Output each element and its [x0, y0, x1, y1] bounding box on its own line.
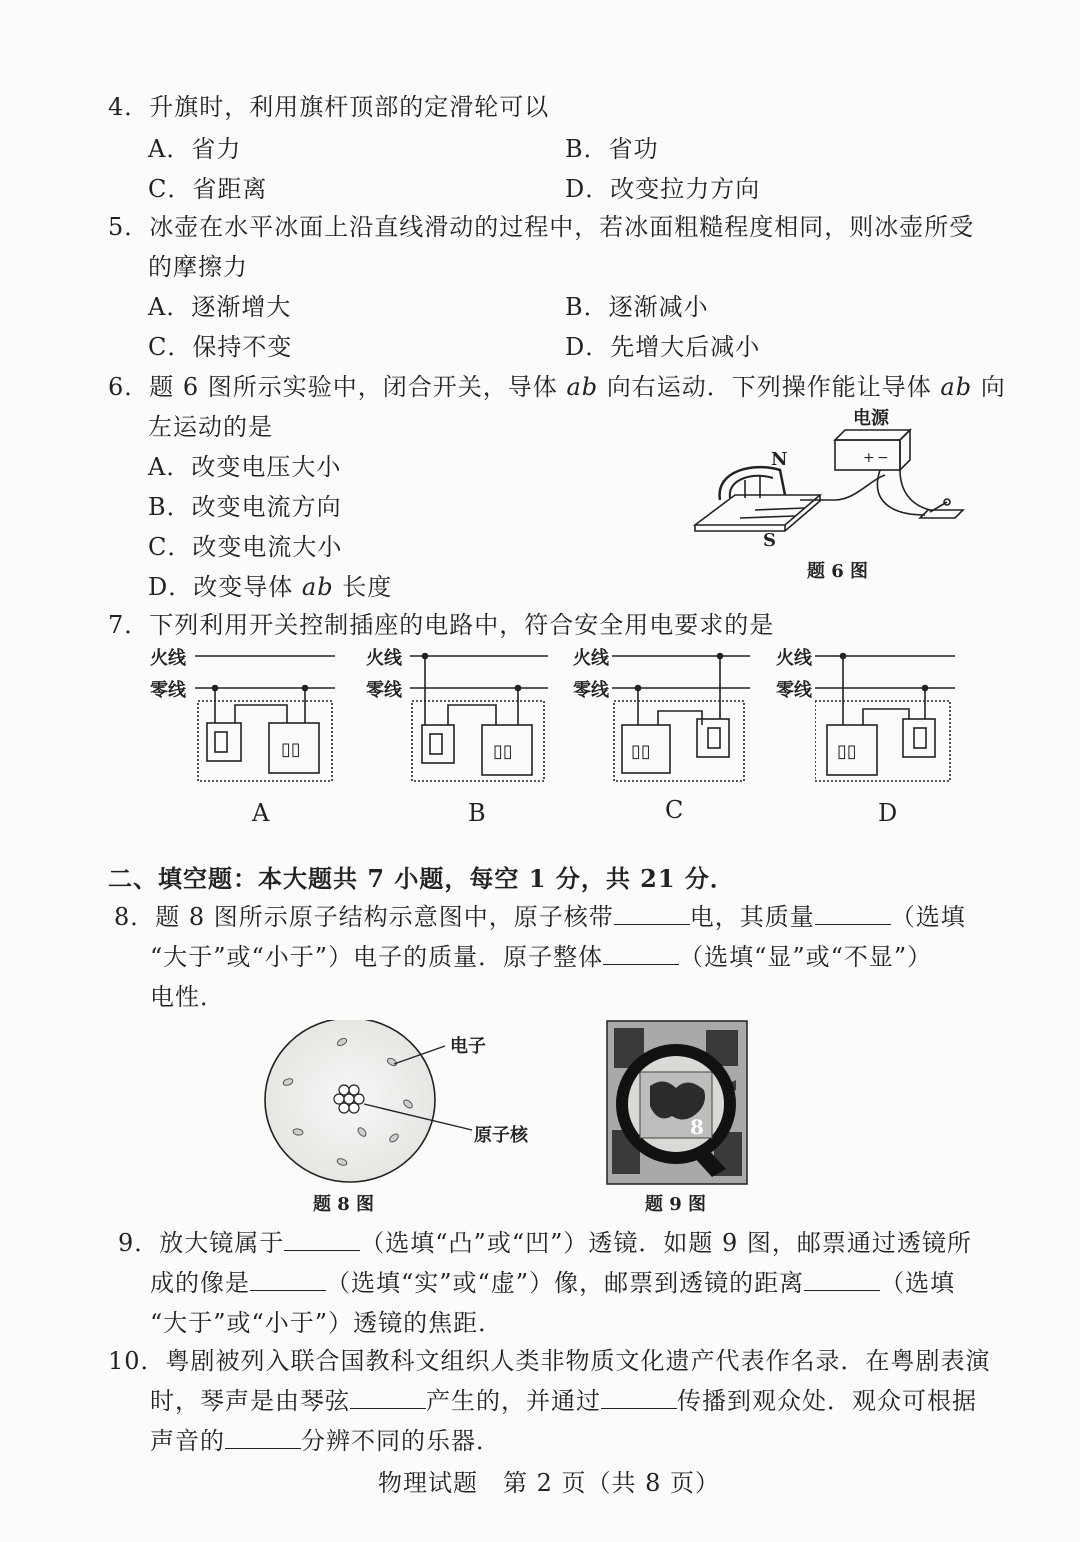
q6-stem-part2: 向右运动．下列操作能让导体: [606, 373, 932, 401]
q9-stamp-figure: [606, 1020, 748, 1185]
q9-line2-a: 成的像是: [150, 1269, 250, 1297]
q6-conductor-ab-2: ab: [940, 373, 973, 401]
q10-line3-a: 声音的: [150, 1427, 225, 1455]
q10-blank-1[interactable]: [350, 1386, 426, 1409]
q5-option-c: C．保持不变: [148, 333, 293, 361]
q6-minus-label: −: [877, 450, 889, 466]
q8-line2: [150, 942, 932, 972]
q5-option-b: B．逐渐减小: [565, 293, 709, 321]
atom-nucleus: [334, 1085, 364, 1113]
q5-option-d: D．先增大后减小: [565, 333, 761, 361]
q6-figure: [685, 400, 975, 560]
q6-power-top: [835, 430, 910, 440]
q10-line2-a: 时，琴声是由琴弦: [150, 1387, 350, 1415]
q9-line1: [118, 1228, 972, 1258]
q8-line2-a: “大于”或“小于”）电子的质量．原子整体: [150, 943, 604, 971]
q8-line1-c: （选填: [890, 903, 966, 931]
q7-stem: 7．下列利用开关控制插座的电路中，符合安全用电要求的是: [108, 611, 775, 639]
q10-blank-2[interactable]: [601, 1386, 677, 1409]
q8-atom-figure: [260, 1020, 580, 1190]
q8-line2-b: （选填“显”或“不显”）: [679, 943, 933, 971]
q9-blank-2[interactable]: [250, 1268, 326, 1291]
section2-heading: 二、填空题：本大题共 7 小题，每空 1 分，共 21 分．: [108, 864, 735, 893]
q8-line1-a: 8．题 8 图所示原子结构示意图中，原子核带: [114, 903, 614, 931]
q5-stem-line1: 5．冰壶在水平冰面上沿直线滑动的过程中，若冰面粗糙程度相同，则冰壶所受: [108, 213, 975, 241]
q8-figure-caption: 题 8 图: [313, 1194, 375, 1215]
q7-choice-a: A: [252, 799, 271, 827]
svg-text:▯▯: ▯▯: [281, 739, 301, 760]
q9-line1-b: （选填“凸”或“凹”）透镜．如题 9 图，邮票通过透镜所: [360, 1229, 972, 1257]
q9-figure-caption: 题 9 图: [645, 1194, 707, 1215]
q8-nucleus-label: 原子核: [474, 1125, 528, 1146]
q6-option-d-ab: ab: [301, 573, 334, 601]
q9-line2-c: （选填: [880, 1269, 956, 1297]
q6-south-label: S: [763, 530, 776, 551]
q8-line3: 电性．: [150, 983, 225, 1011]
q10-line2: [150, 1386, 977, 1416]
q9-line1-a: 9．放大镜属于: [118, 1229, 285, 1257]
q5-option-a: A．逐渐增大: [148, 293, 292, 321]
q10-line3: [150, 1426, 501, 1456]
q4-option-c: C．省距离: [148, 175, 268, 203]
q6-option-a: A．改变电压大小: [148, 453, 342, 481]
q8-blank-3[interactable]: [603, 942, 679, 965]
q9-blank-3[interactable]: [804, 1268, 880, 1291]
q6-stem-part1: 6．题 6 图所示实验中，闭合开关，导体: [108, 373, 558, 401]
q4-option-b: B．省功: [565, 135, 659, 163]
q7d-switch: [903, 719, 935, 757]
q9-line3: “大于”或“小于”）透镜的焦距．: [150, 1309, 504, 1337]
q7d-live-label: 火线: [776, 648, 812, 669]
q10-line2-b: 产生的，并通过: [426, 1387, 601, 1415]
q7-choice-d: D: [878, 799, 899, 827]
q9-line2: [150, 1268, 955, 1298]
svg-text:▯▯: ▯▯: [837, 741, 857, 762]
q6-north-label: N: [771, 449, 788, 470]
q6-stem-part3: 向: [980, 373, 1006, 401]
q6-figure-caption: 题 6 图: [807, 561, 869, 582]
q6-conductor-ab: ab: [566, 373, 599, 401]
q8-blank-1[interactable]: [614, 902, 690, 925]
q10-line3-b: 分辨不同的乐器．: [301, 1427, 501, 1455]
q6-option-d: [148, 572, 392, 602]
q8-line1: [114, 902, 966, 932]
q4-option-a: A．省力: [148, 135, 242, 163]
q7a-live-label: 火线: [150, 648, 186, 669]
q4-stem: 4．升旗时，利用旗杆顶部的定滑轮可以: [108, 93, 550, 121]
q7a-switch: [207, 723, 241, 761]
q7a-neutral-label: 零线: [150, 680, 186, 701]
q9-line2-b: （选填“实”或“虚”）像，邮票到透镜的距离: [326, 1269, 805, 1297]
q5-stem-line2: 的摩擦力: [148, 253, 248, 281]
q6-stem-line1: [108, 372, 1006, 402]
q7-choice-c: C: [665, 796, 685, 824]
svg-text:▯▯: ▯▯: [631, 741, 651, 762]
q6-wire-2: [900, 470, 930, 510]
q10-line2-c: 传播到观众处．观众可根据: [677, 1387, 977, 1415]
q7-choice-b: B: [468, 799, 487, 827]
q8-electron-label: 电子: [450, 1036, 486, 1057]
svg-text:▯▯: ▯▯: [493, 741, 513, 762]
page-footer: 物理试题 第 2 页（共 8 页）: [378, 1469, 721, 1497]
q7-circuit-c: [612, 645, 757, 790]
q4-option-d: D．改变拉力方向: [565, 175, 761, 203]
q7b-neutral-label: 零线: [366, 680, 402, 701]
q7-circuit-a: [195, 645, 340, 790]
q6-option-c: C．改变电流大小: [148, 533, 343, 561]
q7c-neutral-label: 零线: [573, 680, 609, 701]
q7b-live-label: 火线: [366, 648, 402, 669]
q7-circuit-d: [815, 645, 960, 790]
q6-power-label: 电源: [853, 408, 889, 429]
q7d-neutral-label: 零线: [776, 680, 812, 701]
q9-blank-1[interactable]: [284, 1228, 360, 1251]
q6-option-d-tail: 长度: [342, 573, 393, 601]
q6-option-b: B．改变电流方向: [148, 493, 342, 521]
q10-line1: 10．粤剧被列入联合国教科文组织人类非物质文化遗产代表作名录．在粤剧表演: [108, 1347, 991, 1375]
q7b-switch: [422, 725, 454, 763]
q7-circuit-b: [410, 645, 555, 790]
q6-plus-label: +: [863, 450, 875, 466]
q6-wire-1: [800, 475, 885, 500]
q10-blank-3[interactable]: [225, 1426, 301, 1449]
q6-switch: [920, 510, 963, 518]
stamp-number: 8: [690, 1115, 704, 1139]
q6-stem-line2: 左运动的是: [148, 413, 273, 441]
q8-blank-2[interactable]: [815, 902, 891, 925]
q8-line1-b: 电，其质量: [689, 903, 815, 931]
q7c-live-label: 火线: [573, 648, 609, 669]
q6-option-d-text: D．改变导体: [148, 573, 294, 601]
